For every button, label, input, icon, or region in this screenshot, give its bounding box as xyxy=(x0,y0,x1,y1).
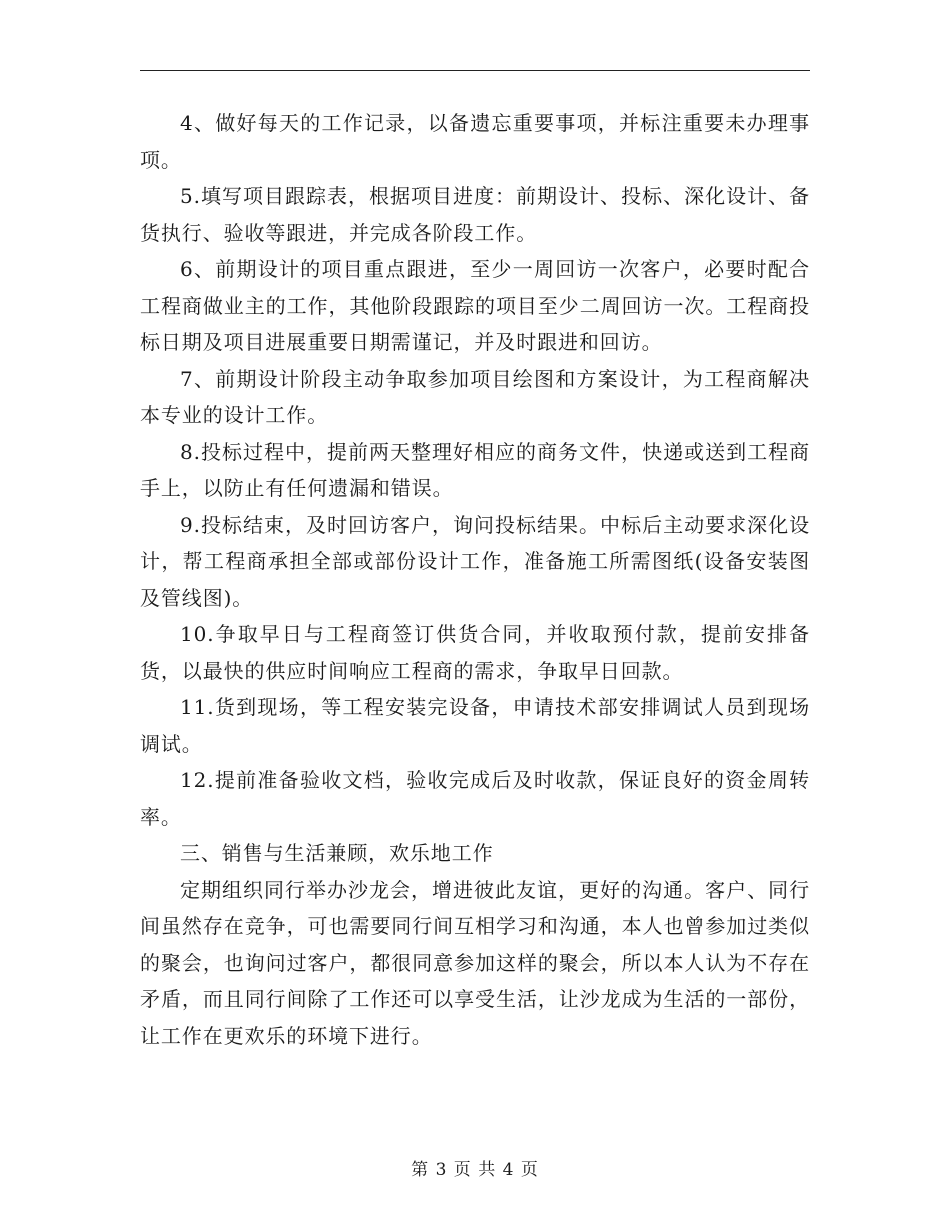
paragraph-item-5: 5.填写项目跟踪表，根据项目进度：前期设计、投标、深化设计、备货执行、验收等跟进，并完成各阶段工作。 xyxy=(140,184,810,245)
paragraph-item-4: 4、做好每天的工作记录，以备遗忘重要事项，并标注重要未办理事项。 xyxy=(140,111,810,172)
paragraph-item-6: 6、前期设计的项目重点跟进，至少一周回访一次客户，必要时配合工程商做业主的工作，其他阶段跟踪的项目至少二周回访一次。工程商投标日期及项目进展重要日期需谨记，并及时跟进和回访。 xyxy=(140,257,810,354)
paragraph-item-11: 11.货到现场，等工程安装完设备，申请技术部安排调试人员到现场调试。 xyxy=(140,695,810,756)
paragraph-item-9: 9.投标结束，及时回访客户，询问投标结果。中标后主动要求深化设计，帮工程商承担全部或部份设计工作，准备施工所需图纸(设备安装图及管线图)。 xyxy=(140,512,810,610)
paragraph-salon: 定期组织同行举办沙龙会，增进彼此友谊，更好的沟通。客户、同行间虽然存在竞争，可也需要同行间互相学习和沟通，本人也曾参加过类似的聚会，也询问过客户，都很同意参加这样的聚会，所以本人认为不存在矛盾，而且同行间除了工作还可以享受生活，让沙龙成为生活的一部份，让工作在更欢乐的环境下进行。 xyxy=(140,877,810,1048)
header-rule xyxy=(140,70,810,71)
paragraph-item-12: 12.提前准备验收文档，验收完成后及时收款，保证良好的资金周转率。 xyxy=(140,768,810,829)
page-footer: 第 3 页 共 4 页 xyxy=(411,1160,539,1180)
section-heading-3: 三、销售与生活兼顾，欢乐地工作 xyxy=(180,841,494,865)
document-body xyxy=(140,105,810,1054)
paragraph-item-10: 10.争取早日与工程商签订供货合同，并收取预付款，提前安排备货，以最快的供应时间响应工程商的需求，争取早日回款。 xyxy=(140,622,810,683)
paragraph-item-8: 8.投标过程中，提前两天整理好相应的商务文件，快递或送到工程商手上，以防止有任何遗漏和错误。 xyxy=(140,439,810,500)
paragraph-item-7: 7、前期设计阶段主动争取参加项目绘图和方案设计，为工程商解决本专业的设计工作。 xyxy=(140,366,810,427)
